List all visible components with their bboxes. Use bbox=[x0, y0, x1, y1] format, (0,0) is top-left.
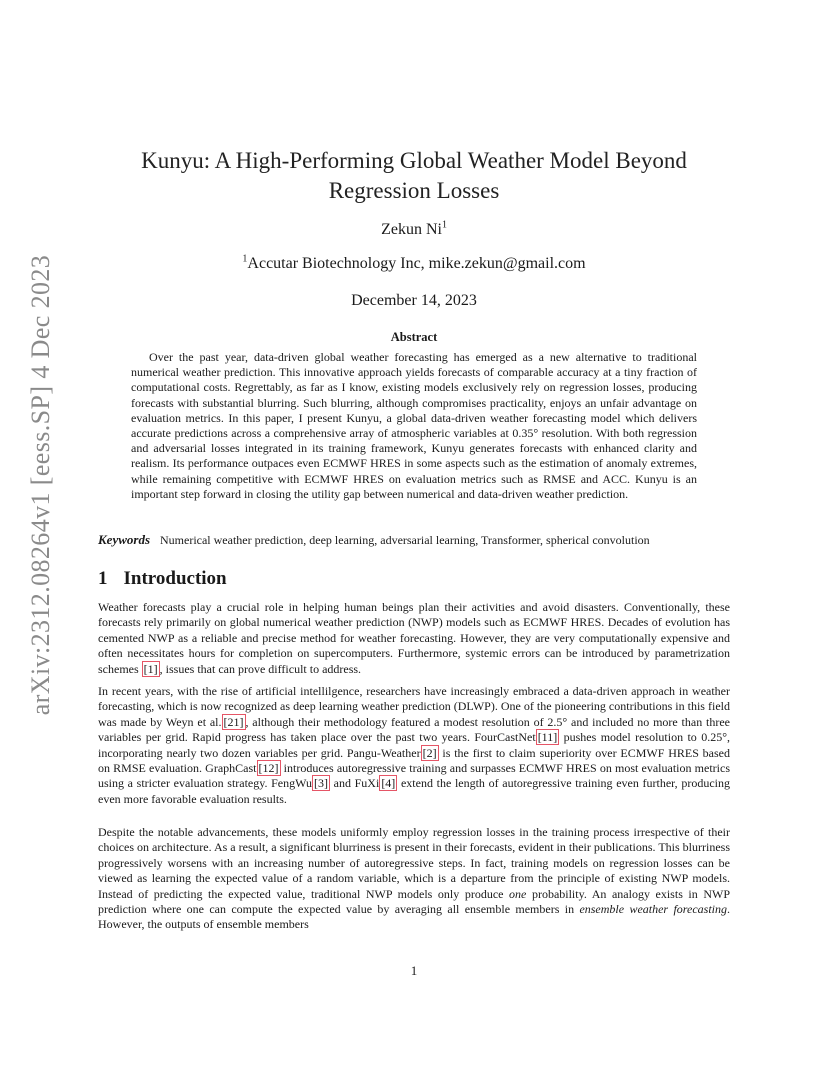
intro-paragraph-1 bbox=[98, 600, 730, 677]
paper-title: Kunyu: A High-Performing Global Weather Model Beyond Regression Losses bbox=[141, 148, 687, 203]
paragraph-text: , although their methodology featured a modest resolution of 2.5° and included no more than three variables per grid. Rapid progress has taken place over the past two years. FourCastNet bbox=[98, 714, 730, 745]
abstract-body: Over the past year, data-driven global weather forecasting has emerged as a new alternative to traditional numerical weather prediction. This innovative approach yields forecasts of comparable accuracy at a tiny fraction of computational costs. Regrettably, as far as I know, existing models exclusively rely on regression losses, producing forecasts with substantial blurring. Such blurring, although compromises practicality, enjoys an unfair advantage on evaluation metrics. In this paper, I present Kunyu, a global data-driven weather forecasting model which delivers accurate predictions across a comprehensive array of atmospheric variables at 0.35° resolution. With both regression and adversarial losses integrated in its training framework, Kunyu generates forecasts with enhanced clarity and realism. Its performance outpaces even ECMWF HRES in some aspects such as the estimation of anomaly extremes, while remaining competitive with ECMWF HRES on evaluation metrics such as RMSE and ACC. Kunyu is an important step forward in closing the utility gap between numerical and data-driven weather prediction. bbox=[131, 350, 697, 501]
keywords-text: Numerical weather prediction, deep learning, adversarial learning, Transformer, spherical convolution bbox=[160, 533, 650, 547]
keywords-label: Keywords bbox=[98, 532, 150, 547]
affiliation-line bbox=[100, 255, 728, 273]
paragraph-text: probability. An analogy exists in NWP prediction where one can compute the expected value by averaging all ensemble members in bbox=[98, 886, 730, 917]
keywords-line bbox=[98, 532, 738, 548]
paragraph-text: , issues that can prove difficult to address. bbox=[159, 661, 362, 676]
citation-link[interactable]: [3] bbox=[313, 776, 328, 791]
paragraph-text: In recent years, with the rise of artificial intellilgence, researchers have increasingly embraced a data-driven approach in weather forecasting, which is now recognized as deep learning weather prediction (DLWP). One of the pioneering contributions in this field was made by Weyn et al. bbox=[98, 684, 730, 729]
section-number: 1 bbox=[98, 568, 108, 589]
paragraph-text: . However, the outputs of ensemble members bbox=[98, 902, 730, 932]
paragraph-text: Weather forecasts play a crucial role in helping human beings plan their activities and avoid disasters. Conventionally, these forecasts rely primarily on global numerical weather prediction (NWP) models such as ECMWF HRES. Decades of evolution has cemented NWP as a reliable and precise method for weather forecasting. However, they are very computationally expensive and often necessitates hours for completion on supercomputers. Furthermore, systemic errors can be introduced by parametrization schemes bbox=[98, 600, 730, 676]
author-affiliation-marker: 1 bbox=[441, 219, 447, 231]
arxiv-identifier-text: arXiv:2312.08264v1 [eess.SP] 4 Dec 2023 bbox=[26, 254, 55, 716]
citation-link[interactable]: [1] bbox=[143, 661, 158, 676]
paper-date: December 14, 2023 bbox=[351, 292, 477, 309]
author-name: Zekun Ni bbox=[381, 221, 442, 238]
page-number: 1 bbox=[410, 963, 418, 978]
section-heading-introduction bbox=[98, 568, 227, 590]
intro-paragraph-3 bbox=[98, 825, 730, 933]
citation-link[interactable]: [2] bbox=[422, 745, 437, 760]
paragraph-text: Despite the notable advancements, these models uniformly employ regression losses in the training process irrespective of their choices on architecture. As a result, a significant blurriness is present in their forecasts, evident in their publications. This blurriness progressively worsens with an increasing number of autoregressive steps. In fact, training models on regression losses can be viewed as learning the expected value of a random variable, which is a departure from the principle of existing NWP models. Instead of predicting the expected value, traditional NWP models only produce bbox=[98, 825, 730, 901]
paragraph-text: and FuXi bbox=[329, 776, 380, 791]
emphasis-text: one bbox=[509, 886, 527, 901]
paragraph-text: pushes model resolution to 0.25°, incorporating nearly two dozen variables per grid. Pangu-Weather bbox=[98, 730, 730, 760]
citation-link[interactable]: [11] bbox=[537, 730, 558, 745]
paragraph-text: is the first to claim superiority over ECMWF HRES based on RMSE evaluation. GraphCast bbox=[98, 745, 730, 776]
affiliation-text: Accutar Biotechnology Inc, mike.zekun@gmail.com bbox=[247, 255, 586, 272]
intro-paragraph-2 bbox=[98, 684, 730, 807]
affiliation-marker: 1 bbox=[242, 253, 248, 265]
abstract-heading: Abstract bbox=[390, 330, 438, 344]
emphasis-text: ensemble weather forecasting bbox=[579, 902, 727, 917]
paragraph-text: introduces autoregressive training and surpasses ECMWF HRES on most evaluation metrics using a stricter evaluation strategy. FengWu bbox=[98, 761, 730, 791]
arxiv-identifier-sidebar bbox=[16, 254, 66, 716]
citation-link[interactable]: [12] bbox=[258, 761, 279, 776]
author-line bbox=[100, 221, 728, 239]
paragraph-text: extend the length of autoregressive training even further, producing even more favorable evaluation results. bbox=[98, 776, 730, 806]
section-title: Introduction bbox=[123, 568, 227, 589]
citation-link[interactable]: [21] bbox=[223, 714, 244, 729]
citation-link[interactable]: [4] bbox=[381, 776, 396, 791]
